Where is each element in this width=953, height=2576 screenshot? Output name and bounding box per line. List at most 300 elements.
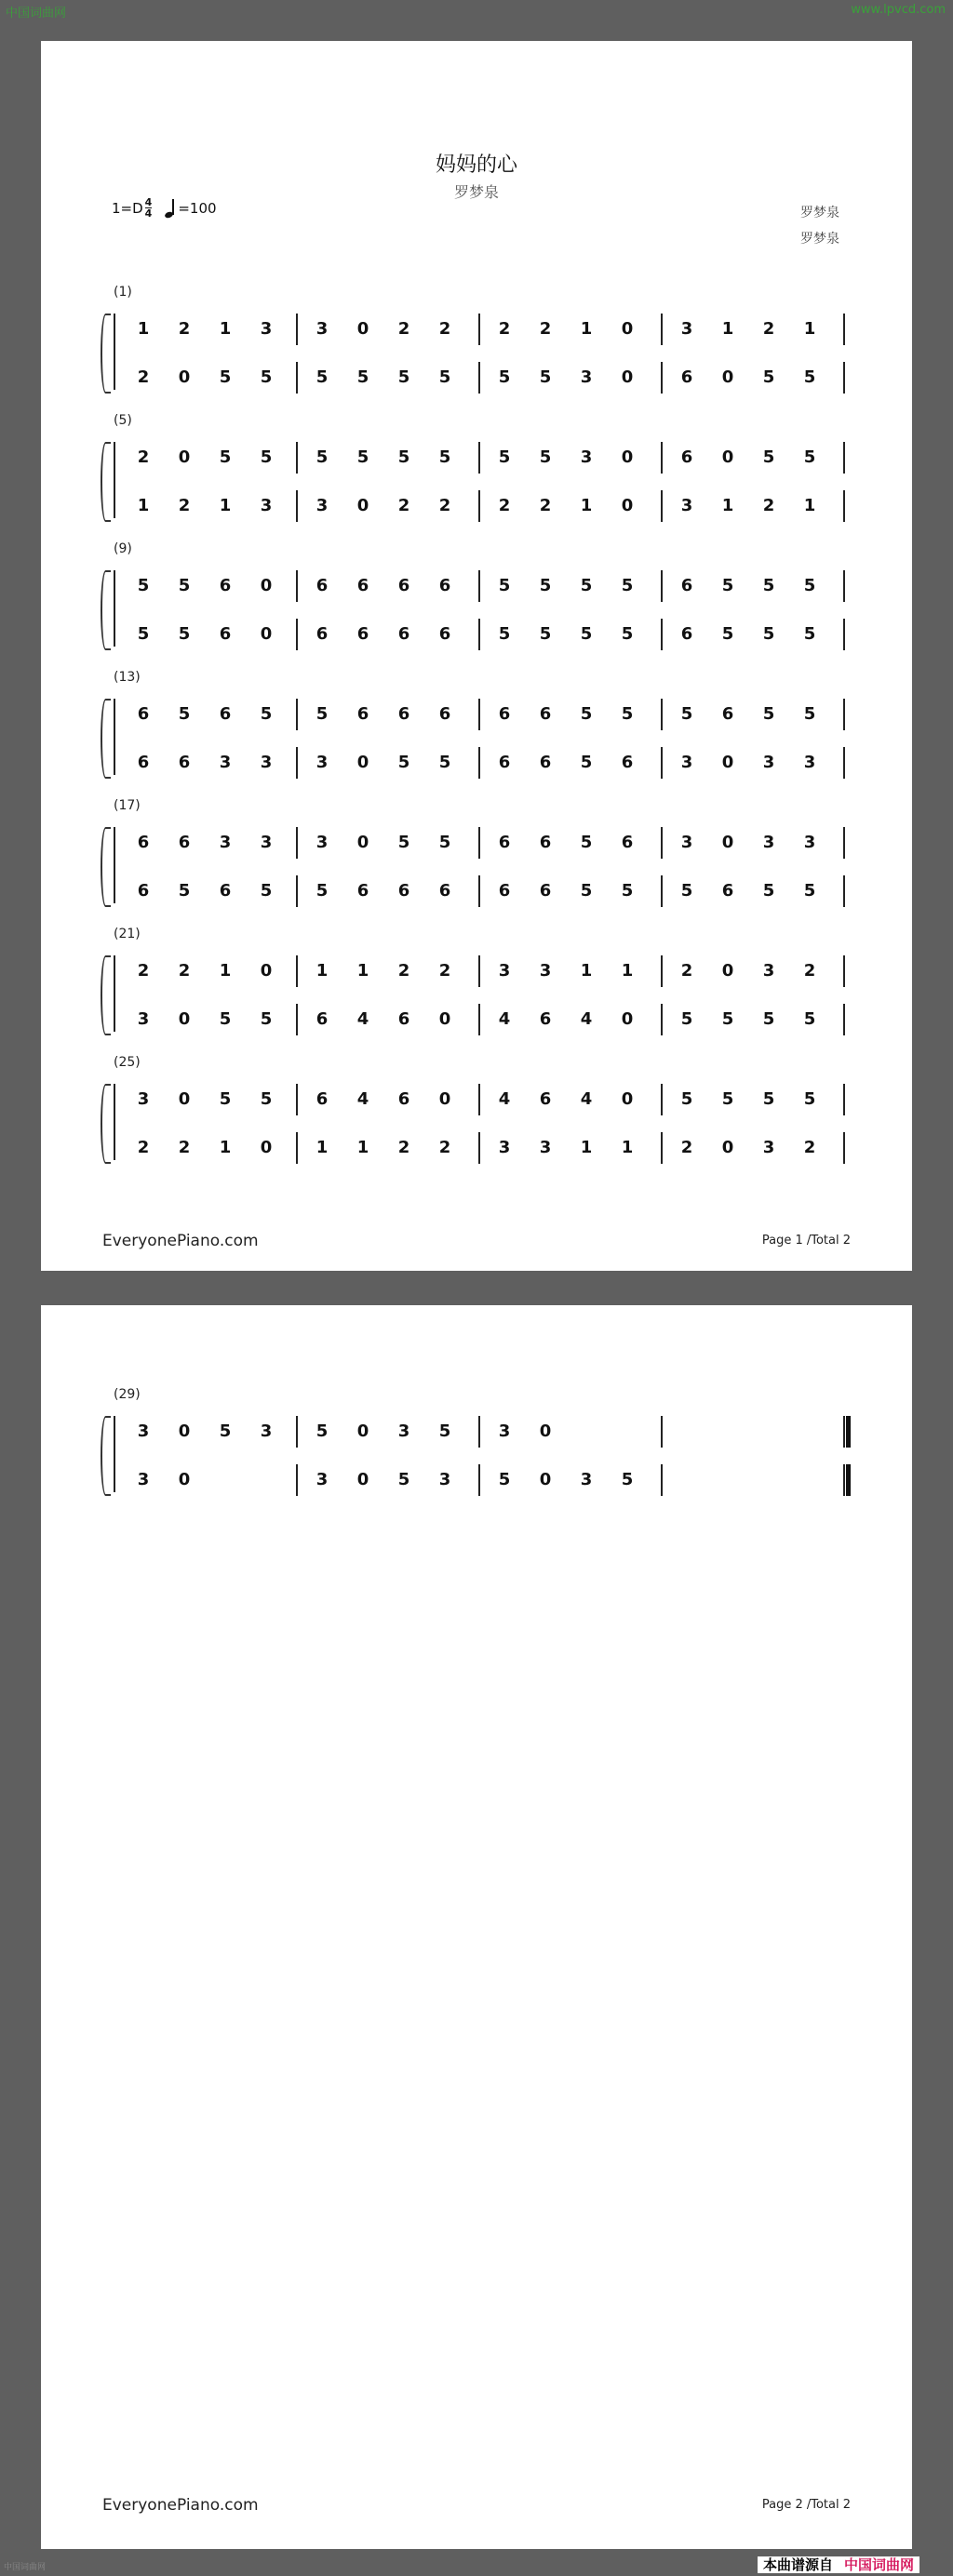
note: 0	[621, 1089, 634, 1109]
note: 4	[580, 1009, 593, 1029]
measure	[663, 619, 843, 650]
note: 0	[178, 1421, 191, 1441]
composer-line-2: 罗梦泉	[800, 232, 839, 247]
measure	[298, 827, 478, 859]
measure	[114, 1084, 296, 1115]
staff-lower	[114, 1004, 893, 1035]
key-signature	[112, 197, 217, 219]
note: 5	[178, 881, 191, 901]
barline	[661, 1416, 663, 1448]
note: 5	[762, 576, 775, 595]
staff-lower	[114, 362, 893, 394]
system-brace	[101, 1084, 111, 1164]
barline	[661, 1004, 663, 1035]
note: 5	[803, 447, 816, 467]
note: 2	[137, 961, 150, 981]
note: 6	[315, 1089, 329, 1109]
measure	[480, 362, 661, 394]
note: 4	[498, 1089, 511, 1109]
note: 6	[219, 576, 232, 595]
barline	[843, 955, 845, 987]
note: 6	[498, 704, 511, 724]
note: 0	[356, 319, 369, 339]
note: 6	[397, 704, 410, 724]
footer-page-number: Page 2 /Total 2	[761, 2498, 851, 2512]
measure	[480, 699, 661, 730]
note: 5	[762, 704, 775, 724]
note: 6	[137, 704, 150, 724]
note: 5	[498, 576, 511, 595]
site-link-right[interactable]: www.lpvcd.com	[851, 3, 946, 17]
note: 5	[137, 576, 150, 595]
note: 6	[438, 624, 451, 644]
note: 6	[219, 881, 232, 901]
measure	[114, 1416, 296, 1448]
note: 3	[315, 1470, 329, 1489]
note: 0	[621, 496, 634, 515]
barline	[661, 747, 663, 779]
note: 1	[621, 961, 634, 981]
measure	[663, 362, 843, 394]
staff-upper	[114, 955, 893, 987]
barline	[478, 827, 480, 859]
measure	[663, 570, 843, 602]
note: 6	[178, 833, 191, 852]
final-barline	[843, 1464, 851, 1496]
note: 6	[621, 753, 634, 772]
note: 6	[680, 576, 693, 595]
measure	[480, 827, 661, 859]
measure	[663, 442, 843, 474]
note: 5	[260, 881, 273, 901]
note: 3	[762, 961, 775, 981]
note: 4	[580, 1089, 593, 1109]
note: 5	[178, 704, 191, 724]
note: 5	[803, 1089, 816, 1109]
note: 5	[260, 367, 273, 387]
measure	[114, 699, 296, 730]
system-brace	[101, 570, 111, 650]
note: 0	[721, 447, 734, 467]
measure	[663, 827, 843, 859]
note: 2	[438, 1138, 451, 1157]
measure	[663, 875, 843, 907]
note: 3	[260, 833, 273, 852]
note: 5	[762, 447, 775, 467]
tempo-text: =100	[178, 199, 217, 217]
system-brace	[101, 699, 111, 779]
note: 5	[621, 704, 634, 724]
barline	[843, 875, 845, 907]
barline	[478, 1132, 480, 1164]
score-page-1	[41, 41, 912, 1271]
measure	[663, 490, 843, 522]
note: 1	[621, 1138, 634, 1157]
quarter-note-icon	[165, 199, 176, 218]
note: 5	[438, 1421, 451, 1441]
note: 3	[397, 1421, 410, 1441]
measure	[663, 314, 843, 345]
measure	[480, 1004, 661, 1035]
note: 5	[680, 881, 693, 901]
note: 3	[803, 833, 816, 852]
composer-line-1: 罗梦泉	[800, 206, 839, 220]
note: 0	[721, 753, 734, 772]
barline	[478, 1004, 480, 1035]
measure-number: (21)	[114, 927, 141, 941]
barline	[661, 362, 663, 394]
barline	[478, 875, 480, 907]
note: 5	[219, 447, 232, 467]
note: 5	[762, 367, 775, 387]
note: 2	[178, 1138, 191, 1157]
barline	[296, 1416, 298, 1448]
note: 3	[680, 319, 693, 339]
measure	[480, 490, 661, 522]
system-brace	[101, 827, 111, 907]
measure	[114, 314, 296, 345]
note: 6	[539, 704, 552, 724]
score-system	[102, 285, 893, 387]
note: 5	[803, 881, 816, 901]
note: 4	[498, 1009, 511, 1029]
note: 2	[178, 319, 191, 339]
time-denominator: 4	[144, 207, 153, 220]
barline	[661, 619, 663, 650]
note: 5	[219, 1089, 232, 1109]
measure	[663, 747, 843, 779]
note: 3	[498, 961, 511, 981]
note: 6	[721, 704, 734, 724]
score-system	[102, 541, 893, 644]
barline	[296, 314, 298, 345]
barline	[661, 699, 663, 730]
barline	[661, 490, 663, 522]
note: 3	[580, 447, 593, 467]
note: 6	[539, 881, 552, 901]
measure	[298, 490, 478, 522]
measure	[114, 827, 296, 859]
note: 5	[762, 1009, 775, 1029]
note: 6	[356, 624, 369, 644]
barline	[843, 362, 845, 394]
measure	[114, 442, 296, 474]
note: 1	[315, 1138, 329, 1157]
note: 6	[680, 367, 693, 387]
note: 0	[721, 1138, 734, 1157]
barline	[661, 442, 663, 474]
note: 6	[438, 704, 451, 724]
note: 6	[539, 753, 552, 772]
note: 1	[803, 496, 816, 515]
key-text: 1=D	[112, 199, 143, 217]
note: 2	[680, 961, 693, 981]
note: 0	[356, 1470, 369, 1489]
note: 5	[356, 447, 369, 467]
note: 5	[762, 624, 775, 644]
note: 1	[356, 961, 369, 981]
note: 5	[680, 704, 693, 724]
note: 5	[803, 367, 816, 387]
measure	[298, 1416, 478, 1448]
barline	[843, 1132, 845, 1164]
score-system	[102, 1055, 893, 1157]
score-system	[102, 413, 893, 515]
note: 0	[438, 1009, 451, 1029]
score-system	[102, 927, 893, 1029]
final-barline	[843, 1416, 851, 1448]
note: 3	[803, 753, 816, 772]
staff-lower	[114, 1132, 893, 1164]
note: 3	[137, 1009, 150, 1029]
note: 5	[315, 447, 329, 467]
note: 0	[539, 1421, 552, 1441]
measure	[663, 699, 843, 730]
staff-upper	[114, 1416, 893, 1448]
note: 1	[580, 1138, 593, 1157]
barline	[296, 570, 298, 602]
note: 3	[680, 496, 693, 515]
measure	[114, 619, 296, 650]
note: 1	[580, 496, 593, 515]
note: 2	[438, 496, 451, 515]
song-title: 妈妈的心	[435, 153, 517, 177]
note: 5	[680, 1009, 693, 1029]
note: 5	[621, 881, 634, 901]
measure	[298, 699, 478, 730]
note: 0	[356, 833, 369, 852]
barline	[843, 314, 845, 345]
song-subtitle: 罗梦泉	[453, 183, 499, 201]
staff-upper	[114, 699, 893, 730]
note: 6	[498, 881, 511, 901]
note: 4	[356, 1009, 369, 1029]
note: 5	[438, 367, 451, 387]
note: 5	[680, 1089, 693, 1109]
note: 5	[397, 833, 410, 852]
note: 1	[219, 961, 232, 981]
note: 3	[680, 753, 693, 772]
note: 2	[137, 447, 150, 467]
time-signature	[145, 197, 153, 219]
note: 5	[803, 704, 816, 724]
note: 2	[803, 961, 816, 981]
barline	[661, 827, 663, 859]
barline	[296, 1132, 298, 1164]
source-banner[interactable]	[758, 2556, 919, 2573]
note: 5	[721, 1009, 734, 1029]
note: 2	[397, 1138, 410, 1157]
note: 1	[219, 319, 232, 339]
barline	[843, 490, 845, 522]
measure	[114, 955, 296, 987]
system-brace	[101, 1416, 111, 1496]
note: 0	[178, 367, 191, 387]
note: 5	[219, 1009, 232, 1029]
site-link-left[interactable]: 中国词曲网	[6, 7, 67, 20]
note: 3	[762, 753, 775, 772]
barline	[843, 699, 845, 730]
note: 3	[137, 1421, 150, 1441]
system-brace	[101, 442, 111, 522]
measure	[480, 1464, 661, 1496]
note: 0	[260, 624, 273, 644]
note: 6	[438, 881, 451, 901]
measure-number: (29)	[114, 1387, 141, 1402]
barline	[296, 827, 298, 859]
time-numerator: 4	[144, 196, 153, 208]
note: 6	[680, 624, 693, 644]
measure	[298, 619, 478, 650]
note: 0	[621, 447, 634, 467]
barline	[478, 955, 480, 987]
note: 2	[539, 319, 552, 339]
barline	[478, 1464, 480, 1496]
note: 6	[397, 624, 410, 644]
measure	[298, 1084, 478, 1115]
note: 5	[580, 833, 593, 852]
barline	[661, 875, 663, 907]
note: 2	[137, 1138, 150, 1157]
note: 0	[356, 496, 369, 515]
measure-number: (1)	[114, 285, 132, 300]
note: 0	[178, 1470, 191, 1489]
note: 5	[539, 576, 552, 595]
note: 5	[580, 753, 593, 772]
measure-number: (13)	[114, 670, 141, 685]
note: 1	[315, 961, 329, 981]
note: 5	[803, 1009, 816, 1029]
note: 5	[397, 367, 410, 387]
note: 2	[762, 496, 775, 515]
barline	[296, 1084, 298, 1115]
note: 5	[721, 624, 734, 644]
staff-upper	[114, 314, 893, 345]
note: 2	[397, 496, 410, 515]
measure	[663, 1464, 843, 1496]
note: 5	[178, 624, 191, 644]
barline	[661, 1084, 663, 1115]
barline	[843, 1084, 845, 1115]
barline	[843, 827, 845, 859]
note: 0	[178, 1089, 191, 1109]
note: 2	[137, 367, 150, 387]
barline	[478, 699, 480, 730]
note: 6	[137, 833, 150, 852]
barline	[478, 1084, 480, 1115]
note: 5	[762, 1089, 775, 1109]
note: 0	[721, 961, 734, 981]
measure	[480, 1084, 661, 1115]
staff-lower	[114, 1464, 893, 1496]
barline	[478, 362, 480, 394]
note: 5	[498, 367, 511, 387]
score-system	[102, 1387, 893, 1489]
measure	[480, 955, 661, 987]
footer-site: EveryonePiano.com	[102, 2496, 259, 2515]
note: 5	[539, 447, 552, 467]
note: 0	[260, 961, 273, 981]
note: 5	[315, 367, 329, 387]
measure-number: (9)	[114, 541, 132, 556]
barline	[478, 314, 480, 345]
note: 6	[539, 1009, 552, 1029]
barline	[478, 442, 480, 474]
note: 5	[219, 1421, 232, 1441]
barline	[296, 619, 298, 650]
note: 3	[498, 1421, 511, 1441]
measure	[480, 747, 661, 779]
note: 5	[580, 576, 593, 595]
note: 0	[721, 367, 734, 387]
note: 2	[178, 496, 191, 515]
barline	[843, 570, 845, 602]
measure	[114, 1004, 296, 1035]
note: 6	[397, 1089, 410, 1109]
staff-upper	[114, 1084, 893, 1115]
note: 5	[721, 1089, 734, 1109]
note: 6	[539, 833, 552, 852]
measure	[114, 1132, 296, 1164]
note: 0	[178, 1009, 191, 1029]
barline	[296, 747, 298, 779]
barline	[478, 1416, 480, 1448]
measure	[114, 570, 296, 602]
note: 6	[315, 1009, 329, 1029]
note: 0	[438, 1089, 451, 1109]
note: 3	[438, 1470, 451, 1489]
system-brace	[101, 314, 111, 394]
note: 5	[260, 704, 273, 724]
note: 5	[498, 624, 511, 644]
measure	[114, 1464, 296, 1496]
note: 3	[260, 319, 273, 339]
note: 5	[397, 753, 410, 772]
note: 3	[137, 1470, 150, 1489]
note: 6	[721, 881, 734, 901]
measure	[298, 1004, 478, 1035]
note: 3	[762, 833, 775, 852]
note: 5	[621, 624, 634, 644]
note: 1	[580, 961, 593, 981]
note: 1	[803, 319, 816, 339]
note: 5	[621, 1470, 634, 1489]
measure	[663, 1004, 843, 1035]
staff-upper	[114, 570, 893, 602]
barline	[296, 490, 298, 522]
note: 6	[498, 833, 511, 852]
staff-upper	[114, 442, 893, 474]
note: 5	[219, 367, 232, 387]
note: 2	[438, 319, 451, 339]
note: 1	[580, 319, 593, 339]
measure	[480, 875, 661, 907]
note: 6	[219, 624, 232, 644]
note: 6	[315, 576, 329, 595]
note: 3	[260, 1421, 273, 1441]
note: 5	[315, 1421, 329, 1441]
note: 2	[438, 961, 451, 981]
note: 3	[260, 496, 273, 515]
source-banner-site[interactable]: 中国词曲网	[839, 2556, 919, 2573]
measure	[298, 1464, 478, 1496]
footer-site: EveryonePiano.com	[102, 1232, 259, 1250]
note: 6	[680, 447, 693, 467]
note: 3	[580, 1470, 593, 1489]
note: 1	[721, 319, 734, 339]
note: 6	[498, 753, 511, 772]
note: 5	[356, 367, 369, 387]
